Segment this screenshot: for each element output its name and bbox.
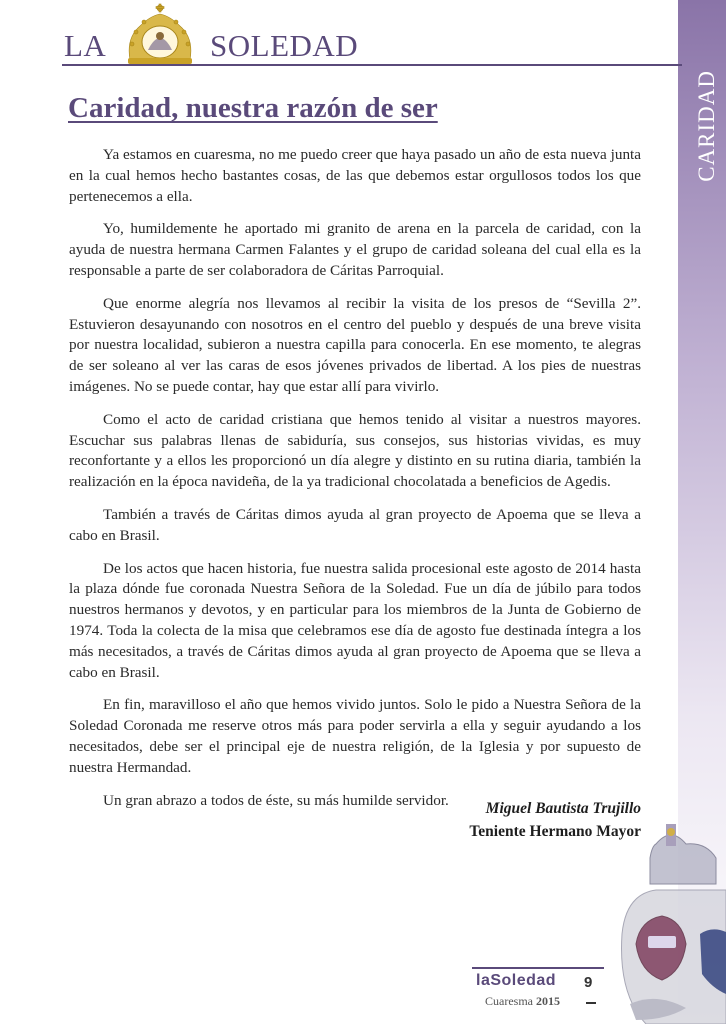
article-paragraph: Un gran abrazo a todos de éste, su más humilde servidor. <box>103 791 449 809</box>
footer-issue-year: 2015 <box>535 994 560 1008</box>
page-number-dash <box>586 1002 596 1004</box>
page-number: 9 <box>584 974 593 991</box>
section-label: CARIDAD <box>694 70 719 182</box>
footer-issue <box>485 994 560 1009</box>
logo-text-la: LA <box>64 28 107 63</box>
footer-issue-season: Cuaresma <box>485 994 533 1008</box>
logo-text-soledad: SOLEDAD <box>210 28 359 63</box>
article-paragraph: De los actos que hacen historia, fue nuestra salida procesional este agosto de 2014 hasta la plaza dónde fue coronada Nuestra Señora de la Soledad. Fue un día de júbilo para todos nuestros hermanos y devotos, y en particular para los miembros de la Junta de Gobierno de 1974. Toda la colecta de la misa que celebramos ese día de agosto fue destinada íntegra a los más necesitados, a través de Cáritas dimos ayuda al gran proyecto de Apoema que se lleva a cabo en Brasil. <box>69 559 641 681</box>
article-paragraph: Yo, humildemente he aportado mi granito de arena en la parcela de caridad, con la ayuda de nuestra hermana Carmen Falantes y el grupo de caridad soleana del cual ella es la responsable a parte de ser colaboradora de Cáritas Parroquial. <box>69 220 641 279</box>
article-body <box>69 145 641 823</box>
article-title: Caridad, nuestra razón de ser <box>68 92 438 124</box>
magazine-header <box>62 0 682 70</box>
article-paragraph: Como el acto de caridad cristiana que hemos tenido al visitar a nuestros mayores. Escuchar sus palabras llenas de sabiduría, sus consejos, sus historias vividas, es muy reconfortante y a ellos les proporcionó un día alegre y distinto en su rutina diaria, también la realización en la época navideña, de la ya tradicional chocolatada a beneficios de Agedis. <box>69 410 641 491</box>
footer-divider <box>472 967 604 969</box>
header-divider <box>62 64 682 66</box>
footer-magazine-name: laSoledad <box>476 972 557 989</box>
signature-name: Miguel Bautista Trujillo <box>485 800 641 817</box>
article-paragraph: Ya estamos en cuaresma, no me puedo creer que haya pasado un año de esta nueva junta en la cual hemos hecho bastantes cosas, de las que debemos estar orgullosos todos los que pertenecemos a ella. <box>69 146 641 205</box>
signature-block <box>380 797 641 843</box>
article-paragraph: Que enorme alegría nos llevamos al recibir la visita de los presos de “Sevilla 2”. Estuvieron desayunando con nosotros en el centro del pueblo y después de una breve visita por nuestra localidad, subieron a nuestra capilla para conocerla. En ese momento, te alegras de ser soleano al ver las caras de esos jóvenes privados de libertad. A los pies de nuestras imágenes. No se puede contar, hay que estar allí para vivirlo. <box>69 294 641 395</box>
crown-emblem-icon <box>116 2 204 70</box>
article-paragraph: En fin, maravilloso el año que hemos vivido juntos. Solo le pido a Nuestra Señora de la Soledad Coronada me reserve otros más para poder servirla a ella y seguir ayudando a los necesitados, debe ser el principal eje de nuestra religión, de la Iglesia y por supuesto de nuestra Hermandad. <box>69 696 641 776</box>
article-paragraph: También a través de Cáritas dimos ayuda al gran proyecto de Apoema que se lleva a cabo en Brasil. <box>69 505 641 544</box>
coat-of-arms-icon <box>616 824 726 1024</box>
signature-role: Teniente Hermano Mayor <box>469 823 641 840</box>
